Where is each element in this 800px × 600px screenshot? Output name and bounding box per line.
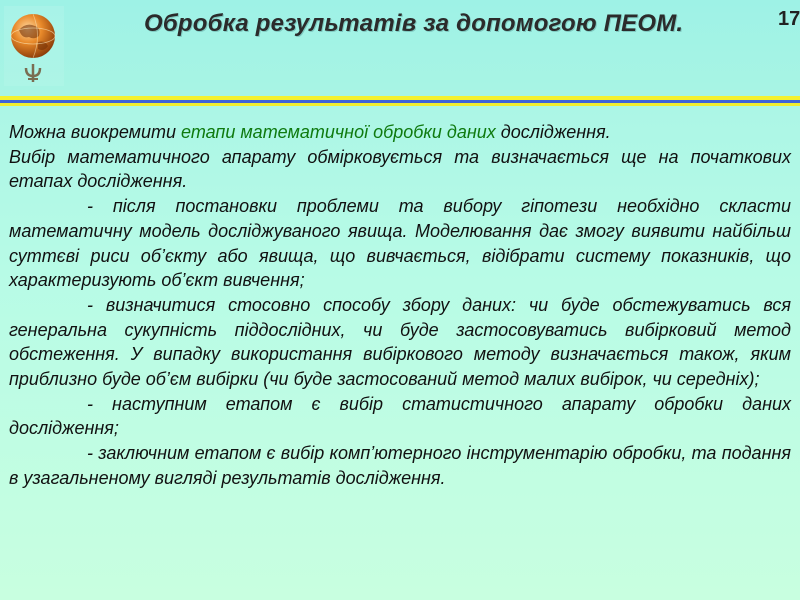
- bullet-item: - визначитися стосовно способу збору даних: чи буде обстежуватись вся генеральна сукупність піддослідних, чи буде застосовуватись вибірковий метод обстеження. У випадку використання вибіркового методу визначається також, яким приблизно буде об’єм вибірки (чи буде застосований метод малих вибірок, чи середніх);: [9, 294, 791, 390]
- slide-body: [9, 120, 791, 491]
- bullet-item: - після постановки проблеми та вибору гіпотези необхідно скласти математичну модель досліджуваного явища. Моделювання дає змогу виявити найбільш суттєві риси об’єкту або явища, що вивчається, відібрати систему показників, що характеризують об’єкт вивчення;: [9, 196, 791, 291]
- header-divider-yellow-lower: [0, 103, 800, 106]
- page-number: 17: [778, 8, 800, 30]
- intro-text-before: Можна виокремити: [9, 122, 182, 142]
- slide-header: [0, 0, 800, 96]
- intro-line: [9, 120, 791, 145]
- highlighted-term: етапи математичної обробки даних: [181, 122, 496, 142]
- slide-title: Обробка результатів за допомогою ПЕОМ.: [144, 10, 684, 37]
- intro-text-after: дослідження.: [495, 122, 611, 142]
- globe-logo-icon: [4, 6, 64, 86]
- bullet-item: - заключним етапом є вибір комп’ютерного інструментарію обробки, та подання в узагальненому вигляді результатів дослідження.: [9, 443, 791, 488]
- paragraph: Вибір математичного апарату обмірковується та визначається ще на початкових етапах дослідження.: [9, 146, 791, 192]
- bullet-item: - наступним етапом є вибір статистичного апарату обробки даних дослідження;: [9, 393, 791, 439]
- globe-logo-graphic: [4, 6, 64, 86]
